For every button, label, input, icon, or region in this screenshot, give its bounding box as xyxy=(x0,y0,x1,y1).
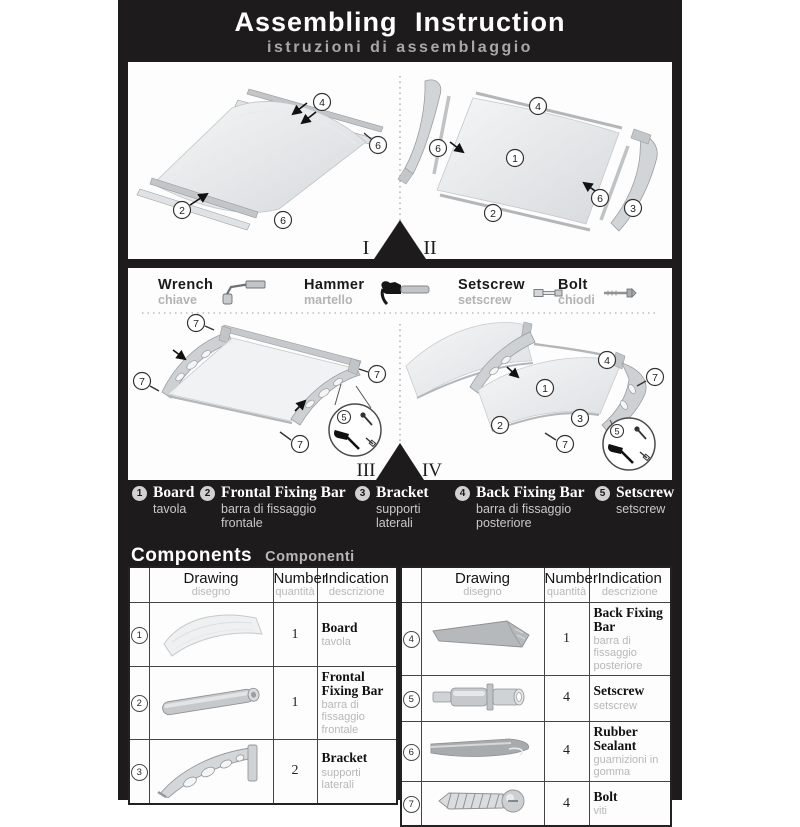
indication-header-it: descrizione xyxy=(328,586,385,599)
svg-text:4: 4 xyxy=(604,355,610,367)
qty-cell: 4 xyxy=(544,675,589,721)
svg-text:7: 7 xyxy=(139,376,145,388)
components-title-it: Componenti xyxy=(265,549,355,565)
callout-4 xyxy=(314,94,331,111)
frontal-bar-thumbnail xyxy=(152,675,270,725)
table-row-rubber-sealant xyxy=(401,721,671,782)
legend-num-5: 5 xyxy=(595,486,610,501)
number-header: Number xyxy=(273,570,327,588)
part-name-it: barra di fissaggio posteriore xyxy=(593,635,643,672)
svg-text:6: 6 xyxy=(435,143,441,155)
diagram-step-4 xyxy=(406,322,664,480)
part-name: Setscrew xyxy=(593,683,645,699)
bolt-thumbnail xyxy=(425,782,541,820)
legend-it-5: setscrew xyxy=(616,502,666,517)
callout-7c xyxy=(359,366,386,383)
row-num-7: 7 xyxy=(403,796,420,813)
setscrew-label-it: setscrew xyxy=(458,292,512,307)
components-table-left xyxy=(128,566,398,805)
hammer-label-it: martello xyxy=(304,292,353,307)
bolt-label-it: chiodi xyxy=(558,292,595,307)
svg-text:7: 7 xyxy=(562,439,568,451)
svg-text:3: 3 xyxy=(577,413,583,425)
assembly-steps-panel-1 xyxy=(128,62,672,259)
callout-7a xyxy=(188,315,215,332)
corner-cell xyxy=(129,567,149,603)
right-bracket-flange xyxy=(631,129,651,144)
col-drawing xyxy=(421,567,544,603)
svg-text:5: 5 xyxy=(341,412,347,423)
assembly-steps-panel-2 xyxy=(128,268,672,480)
legend-num-3: 3 xyxy=(355,486,370,501)
part-name-it: viti xyxy=(593,805,607,818)
svg-text:5: 5 xyxy=(614,426,620,437)
number-header-it: quantità xyxy=(275,586,315,599)
indication-header: Indication xyxy=(324,570,389,588)
back-bar-thumbnail xyxy=(425,613,541,659)
callout-1 xyxy=(507,150,524,167)
drawing-cell xyxy=(149,739,273,804)
rubber-sealant-thumbnail xyxy=(425,730,541,768)
qty-cell: 2 xyxy=(273,739,317,804)
callout-4 xyxy=(530,98,547,115)
components-table-right xyxy=(400,566,672,827)
callout-6b xyxy=(275,212,292,229)
legend-en-3: Bracket xyxy=(376,484,429,501)
hammer-label: Hammer xyxy=(304,277,365,293)
indication-cell xyxy=(589,782,671,827)
svg-text:4: 4 xyxy=(319,97,325,109)
svg-text:6: 6 xyxy=(375,140,381,152)
col-drawing xyxy=(149,567,273,603)
instruction-sheet xyxy=(118,0,682,818)
step-triangle-1 xyxy=(374,220,426,259)
wrench-label-it: chiave xyxy=(158,292,197,307)
table-header-row xyxy=(401,567,671,603)
callout-2 xyxy=(174,202,191,219)
corner-cell xyxy=(401,567,421,603)
arrow xyxy=(173,350,185,359)
indication-cell xyxy=(317,667,397,740)
diagram-steps-1-2 xyxy=(128,62,672,259)
drawing-cell xyxy=(149,667,273,740)
part-name: Bolt xyxy=(593,789,618,805)
diagram-step-3 xyxy=(134,315,386,481)
drawing-header: Drawing xyxy=(183,570,239,588)
drawing-cell xyxy=(421,603,544,676)
callout-1 xyxy=(537,380,554,397)
indication-cell xyxy=(589,721,671,782)
part-name: Board xyxy=(321,619,358,635)
bracket-thumbnail xyxy=(152,740,270,798)
step-label-3: III xyxy=(356,460,376,480)
callout-6b xyxy=(592,190,609,207)
wrench-label: Wrench xyxy=(158,277,214,293)
legend-num-4: 4 xyxy=(455,486,470,501)
legend-item-board xyxy=(132,484,194,516)
part-name-it: guarnizioni in gomma xyxy=(593,753,659,779)
drawing-cell xyxy=(149,603,273,667)
legend-en-4: Back Fixing Bar xyxy=(476,484,585,501)
part-name-it: setscrew xyxy=(593,699,637,712)
detail-magnifier xyxy=(603,418,655,470)
drawing-cell xyxy=(421,675,544,721)
indication-cell xyxy=(317,603,397,667)
part-name: Rubber Sealant xyxy=(593,723,638,753)
table-row-setscrew xyxy=(401,675,671,721)
indication-cell xyxy=(589,675,671,721)
qty-cell: 1 xyxy=(273,667,317,740)
indication-cell xyxy=(317,739,397,804)
board-drawing-2 xyxy=(437,98,619,224)
table-row-bracket xyxy=(129,739,397,804)
number-header-it: quantità xyxy=(546,586,587,599)
row-num-cell xyxy=(401,603,421,676)
step-label-4: IV xyxy=(421,460,443,480)
row-num-cell xyxy=(401,675,421,721)
drawing-header-it: disegno xyxy=(191,586,231,599)
qty-cell: 1 xyxy=(544,603,589,676)
row-num-4: 4 xyxy=(403,631,420,648)
drawing-cell xyxy=(421,782,544,827)
drawing-cell xyxy=(421,721,544,782)
callout-2 xyxy=(485,205,502,222)
svg-text:1: 1 xyxy=(512,153,518,165)
part-name: Back Fixing Bar xyxy=(593,605,663,635)
svg-text:3: 3 xyxy=(630,203,636,215)
svg-text:7: 7 xyxy=(652,372,658,384)
table-row-back-bar xyxy=(401,603,671,676)
step-label-1: I xyxy=(362,237,370,259)
indication-cell xyxy=(589,603,671,676)
indication-header: Indication xyxy=(597,570,662,588)
svg-text:2: 2 xyxy=(497,420,503,432)
callout-4 xyxy=(599,352,616,369)
row-num-3: 3 xyxy=(131,764,148,781)
col-number xyxy=(544,567,598,603)
col-number xyxy=(273,567,327,603)
components-header xyxy=(131,545,355,567)
table-row-board xyxy=(129,603,397,667)
drawing-header: Drawing xyxy=(454,570,511,588)
setscrew-label: Setscrew xyxy=(458,277,525,293)
col-indication xyxy=(589,567,671,603)
callout-7d xyxy=(280,432,309,453)
part-name-it: tavola xyxy=(321,636,351,649)
title-italian: istruzioni di assemblaggio xyxy=(267,39,533,56)
drawing-header-it: disegno xyxy=(463,586,502,599)
row-num-cell xyxy=(401,782,421,827)
diagram-step-1 xyxy=(137,89,387,259)
number-header: Number xyxy=(544,570,598,588)
row-num-1: 1 xyxy=(131,627,148,644)
step-triangle-2 xyxy=(376,443,424,480)
qty-cell: 1 xyxy=(273,603,317,667)
svg-text:7: 7 xyxy=(193,318,199,330)
svg-text:2: 2 xyxy=(179,205,185,217)
part-name: Frontal Fixing Bar xyxy=(321,669,384,699)
legend-num-2: 2 xyxy=(200,486,215,501)
legend-it-3: supporti laterali xyxy=(376,502,421,531)
indication-header-it: descrizione xyxy=(601,586,658,599)
row-num-cell xyxy=(129,603,149,667)
svg-text:6: 6 xyxy=(597,193,603,205)
svg-text:6: 6 xyxy=(280,215,286,227)
legend-item-setscrew xyxy=(595,484,674,516)
components-title: Components xyxy=(131,545,253,566)
callout-7b xyxy=(134,373,160,392)
legend-it-1: tavola xyxy=(153,502,187,517)
table-header-row xyxy=(129,567,397,603)
setscrew-thumbnail xyxy=(425,676,541,716)
row-num-cell xyxy=(129,667,149,740)
qty-cell: 4 xyxy=(544,721,589,782)
page-title xyxy=(118,7,682,57)
svg-text:7: 7 xyxy=(374,369,380,381)
diagram-steps-3-4 xyxy=(128,268,672,480)
svg-text:7: 7 xyxy=(297,439,303,451)
row-num-2: 2 xyxy=(131,695,148,712)
legend-item-back-bar xyxy=(455,484,591,531)
callout-3 xyxy=(625,200,642,217)
col-indication xyxy=(317,567,397,603)
board-thumbnail xyxy=(152,604,270,660)
callout-2 xyxy=(492,417,509,434)
row-num-cell xyxy=(401,721,421,782)
row-num-cell xyxy=(129,739,149,804)
callout-3 xyxy=(572,410,589,427)
table-row-bolt xyxy=(401,782,671,827)
legend-num-1: 1 xyxy=(132,486,147,501)
part-name-it: barra di fissaggio frontale xyxy=(321,699,365,736)
part-name-it: supporti laterali xyxy=(321,766,361,791)
row-num-6: 6 xyxy=(403,744,420,761)
legend-it-2: barra di fissaggio frontale xyxy=(221,502,317,531)
legend-it-4: barra di fissaggio posteriore xyxy=(476,502,572,531)
bolt-label: Bolt xyxy=(558,277,588,293)
title-english: Assembling Instruction xyxy=(234,7,566,37)
parts-legend xyxy=(128,484,675,538)
legend-en-5: Setscrew xyxy=(616,484,675,501)
step-label-2: II xyxy=(423,237,437,259)
legend-item-frontal-bar xyxy=(200,484,346,531)
legend-en-2: Frontal Fixing Bar xyxy=(221,484,346,501)
detail-magnifier xyxy=(329,384,381,456)
qty-cell: 4 xyxy=(544,782,589,827)
part-name: Bracket xyxy=(321,750,368,766)
legend-item-bracket xyxy=(355,484,438,531)
row-num-5: 5 xyxy=(403,691,420,708)
callout-7b xyxy=(545,433,574,453)
svg-text:1: 1 xyxy=(542,383,548,395)
svg-text:2: 2 xyxy=(490,208,496,220)
table-row-frontal-bar xyxy=(129,667,397,740)
svg-text:4: 4 xyxy=(535,101,541,113)
diagram-step-2 xyxy=(398,80,657,259)
callout-6 xyxy=(430,140,447,157)
legend-en-1: Board xyxy=(153,484,195,501)
